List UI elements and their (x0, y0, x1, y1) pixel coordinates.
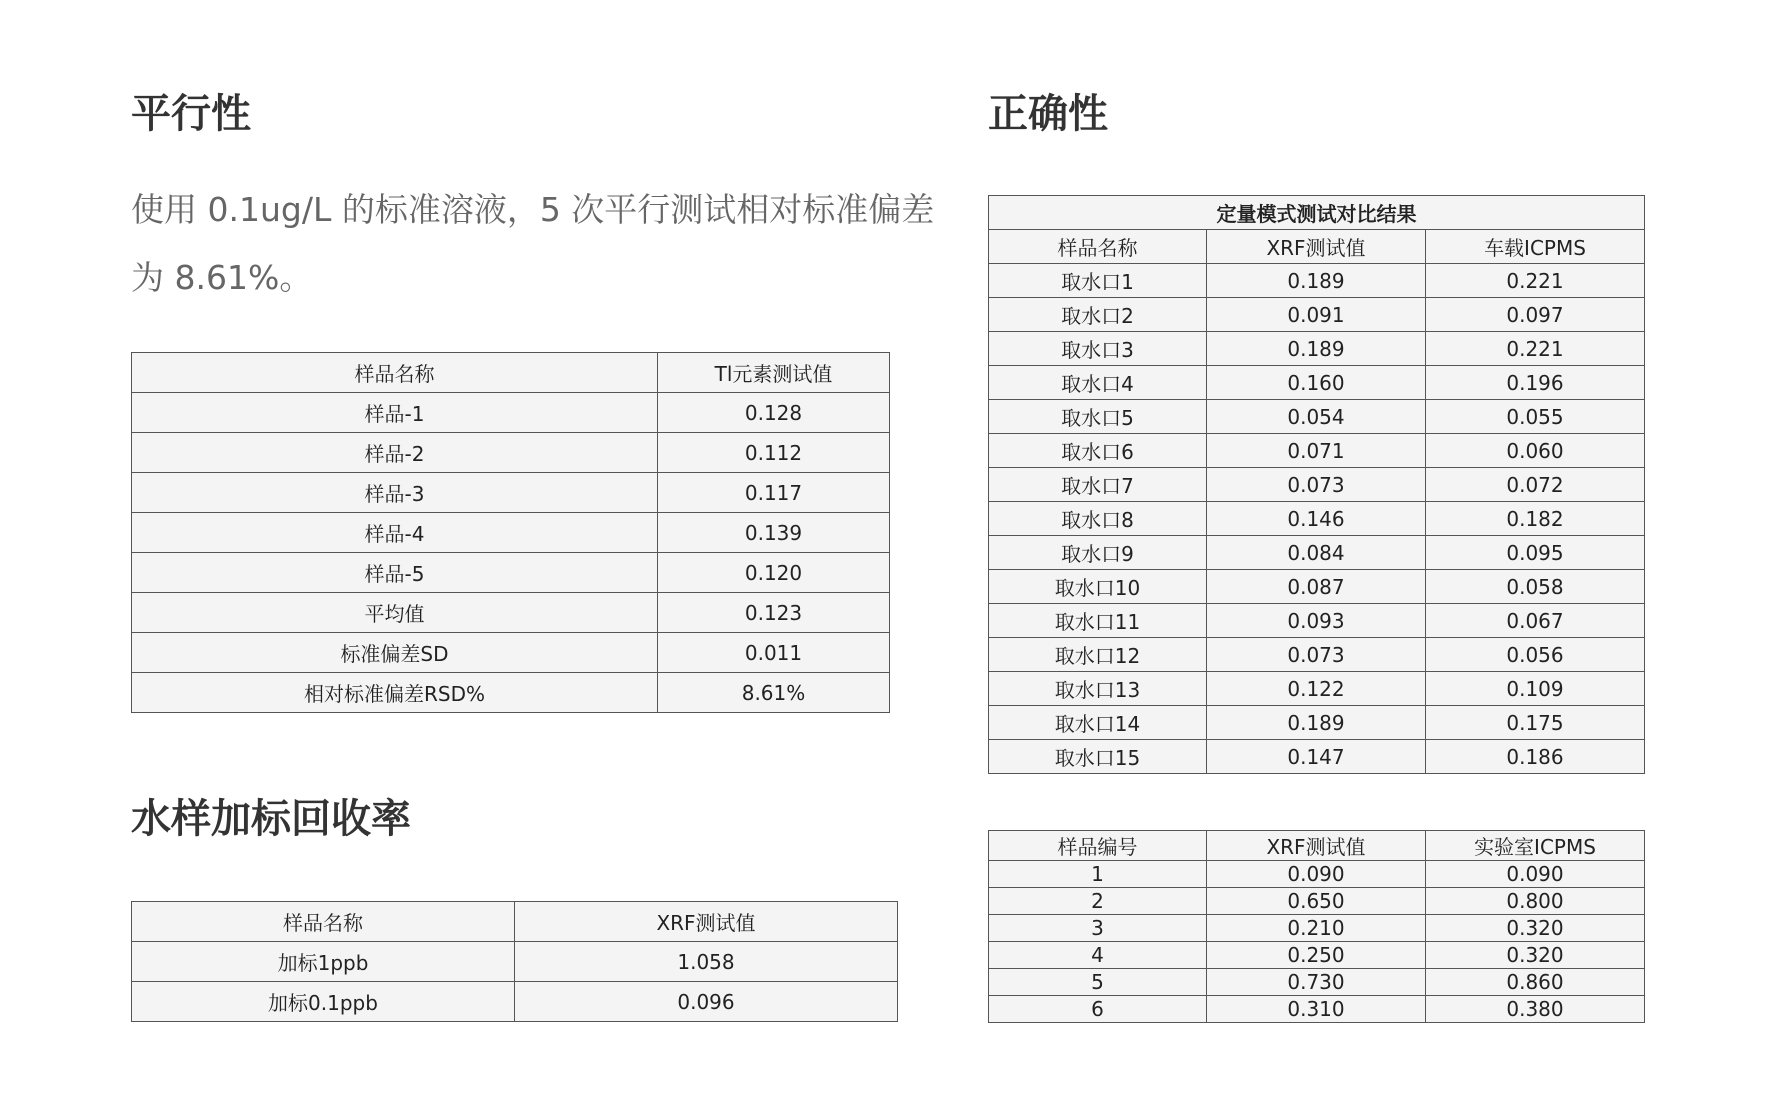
table-cell: 0.091 (1207, 298, 1426, 332)
table-row (132, 982, 898, 1022)
table-cell: 0.054 (1207, 400, 1426, 434)
table-cell: 样品-4 (132, 513, 658, 553)
table-cell: 0.186 (1426, 740, 1645, 774)
table-cell: 样品-3 (132, 473, 658, 513)
table-cell: 取水口7 (989, 468, 1207, 502)
table-cell: 0.139 (658, 513, 890, 553)
table-row (989, 996, 1645, 1023)
table-header-row (132, 353, 890, 393)
column-header: 样品名称 (132, 902, 515, 942)
table-cell: 0.073 (1207, 638, 1426, 672)
table-row (989, 888, 1645, 915)
table-row (132, 473, 890, 513)
table-cell: 样品-5 (132, 553, 658, 593)
table-cell: 0.160 (1207, 366, 1426, 400)
table-cell: 0.196 (1426, 366, 1645, 400)
recovery-table (131, 901, 898, 1022)
table-row (132, 633, 890, 673)
table-cell: 0.096 (515, 982, 898, 1022)
table-cell: 0.189 (1207, 706, 1426, 740)
table-cell: 取水口5 (989, 400, 1207, 434)
quant-table-head (989, 196, 1645, 230)
column-header: 实验室ICPMS (1426, 831, 1645, 861)
accuracy-heading: 正确性 (988, 91, 1108, 137)
table-cell: 相对标准偏差RSD% (132, 673, 658, 713)
table-cell: 取水口8 (989, 502, 1207, 536)
parallel-heading: 平行性 (131, 91, 251, 137)
parallel-table-body (132, 353, 890, 713)
table-cell: 0.090 (1207, 861, 1426, 888)
column-header: 样品名称 (132, 353, 658, 393)
table-cell: 取水口9 (989, 536, 1207, 570)
table-cell: 0.147 (1207, 740, 1426, 774)
table-row (132, 553, 890, 593)
lab-comparison-table (988, 830, 1645, 1023)
table-cell: 0.146 (1207, 502, 1426, 536)
table-cell: 取水口13 (989, 672, 1207, 706)
table-row (989, 604, 1645, 638)
column-header: Tl元素测试值 (658, 353, 890, 393)
table-cell: 样品-2 (132, 433, 658, 473)
table-row (132, 673, 890, 713)
quant-table-caption: 定量模式测试对比结果 (989, 196, 1645, 230)
table-cell: 取水口14 (989, 706, 1207, 740)
column-header: 样品名称 (989, 230, 1207, 264)
column-header: 车载ICPMS (1426, 230, 1645, 264)
table-cell: 0.310 (1207, 996, 1426, 1023)
table-cell: 加标0.1ppb (132, 982, 515, 1022)
parallel-description: 使用 0.1ug/L 的标准溶液，5 次平行测试相对标准偏差为 8.61%。 (131, 190, 935, 297)
table-cell: 8.61% (658, 673, 890, 713)
table-cell: 0.067 (1426, 604, 1645, 638)
table-row (989, 915, 1645, 942)
table-cell: 0.210 (1207, 915, 1426, 942)
table-cell: 4 (989, 942, 1207, 969)
table-cell: 取水口11 (989, 604, 1207, 638)
table-row (989, 706, 1645, 740)
table-row (989, 468, 1645, 502)
table-cell: 0.800 (1426, 888, 1645, 915)
table-cell: 0.128 (658, 393, 890, 433)
table-cell: 0.090 (1426, 861, 1645, 888)
table-cell: 0.072 (1426, 468, 1645, 502)
table-row (132, 393, 890, 433)
table-cell: 1.058 (515, 942, 898, 982)
table-cell: 0.380 (1426, 996, 1645, 1023)
table-cell: 6 (989, 996, 1207, 1023)
table-cell: 0.056 (1426, 638, 1645, 672)
table-row (989, 400, 1645, 434)
table-cell: 0.060 (1426, 434, 1645, 468)
table-cell: 0.097 (1426, 298, 1645, 332)
quant-comparison-table (988, 195, 1645, 774)
table-cell: 取水口3 (989, 332, 1207, 366)
column-header: 样品编号 (989, 831, 1207, 861)
table-row (989, 638, 1645, 672)
table-row (989, 861, 1645, 888)
table-header-row (989, 230, 1645, 264)
table-cell: 加标1ppb (132, 942, 515, 982)
table-cell: 0.071 (1207, 434, 1426, 468)
table-cell: 0.730 (1207, 969, 1426, 996)
table-cell: 1 (989, 861, 1207, 888)
table-row (132, 593, 890, 633)
recovery-heading: 水样加标回收率 (131, 796, 411, 842)
table-cell: 平均值 (132, 593, 658, 633)
table-cell: 0.095 (1426, 536, 1645, 570)
table-cell: 0.058 (1426, 570, 1645, 604)
table-cell: 样品-1 (132, 393, 658, 433)
table-cell: 0.084 (1207, 536, 1426, 570)
table-cell: 3 (989, 915, 1207, 942)
parallel-table (131, 352, 890, 713)
table-cell: 5 (989, 969, 1207, 996)
table-row (132, 433, 890, 473)
quant-table-caption-row (989, 196, 1645, 230)
table-cell: 0.320 (1426, 915, 1645, 942)
table-cell: 0.120 (658, 553, 890, 593)
table-cell: 0.320 (1426, 942, 1645, 969)
table-header-row (989, 831, 1645, 861)
table-cell: 2 (989, 888, 1207, 915)
table-row (989, 570, 1645, 604)
table-cell: 0.122 (1207, 672, 1426, 706)
table-cell: 0.093 (1207, 604, 1426, 638)
table-row (989, 264, 1645, 298)
table-cell: 0.109 (1426, 672, 1645, 706)
table-cell: 0.112 (658, 433, 890, 473)
table-cell: 0.123 (658, 593, 890, 633)
table-row (989, 536, 1645, 570)
table-cell: 取水口1 (989, 264, 1207, 298)
table-cell: 0.860 (1426, 969, 1645, 996)
table-cell: 0.175 (1426, 706, 1645, 740)
table-row (989, 942, 1645, 969)
table-row (989, 740, 1645, 774)
table-cell: 0.055 (1426, 400, 1645, 434)
table-cell: 0.221 (1426, 332, 1645, 366)
table-row (989, 366, 1645, 400)
table-header-row (132, 902, 898, 942)
table-cell: 0.073 (1207, 468, 1426, 502)
column-header: XRF测试值 (1207, 230, 1426, 264)
table-row (989, 298, 1645, 332)
table-row (132, 942, 898, 982)
lab-table-body (989, 831, 1645, 1023)
table-cell: 0.189 (1207, 332, 1426, 366)
table-cell: 标准偏差SD (132, 633, 658, 673)
table-row (989, 969, 1645, 996)
table-cell: 0.011 (658, 633, 890, 673)
table-cell: 取水口15 (989, 740, 1207, 774)
table-cell: 0.189 (1207, 264, 1426, 298)
recovery-table-body (132, 902, 898, 1022)
table-row (989, 332, 1645, 366)
table-cell: 0.650 (1207, 888, 1426, 915)
table-cell: 取水口6 (989, 434, 1207, 468)
table-cell: 0.087 (1207, 570, 1426, 604)
table-row (989, 434, 1645, 468)
quant-table-body (989, 230, 1645, 774)
table-cell: 0.221 (1426, 264, 1645, 298)
column-header: XRF测试值 (515, 902, 898, 942)
table-cell: 0.250 (1207, 942, 1426, 969)
column-header: XRF测试值 (1207, 831, 1426, 861)
table-row (989, 672, 1645, 706)
table-row (132, 513, 890, 553)
table-cell: 0.182 (1426, 502, 1645, 536)
table-cell: 取水口4 (989, 366, 1207, 400)
table-cell: 取水口10 (989, 570, 1207, 604)
table-cell: 取水口2 (989, 298, 1207, 332)
table-row (989, 502, 1645, 536)
table-cell: 取水口12 (989, 638, 1207, 672)
table-cell: 0.117 (658, 473, 890, 513)
